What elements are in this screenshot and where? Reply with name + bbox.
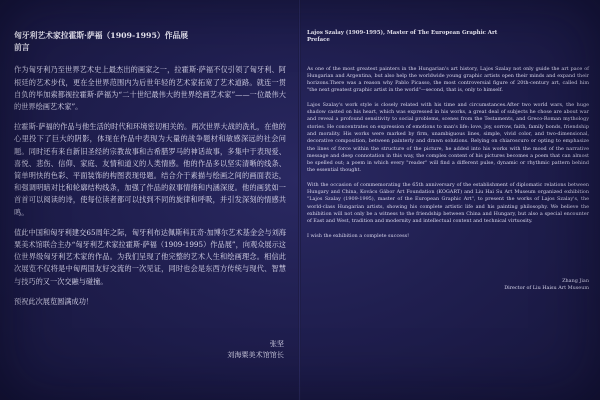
- english-signature-title: Director of Liu Haisu Art Museum: [504, 285, 589, 292]
- chinese-paragraph-2: 拉霍斯·萨福的作品与他生活的时代和环境密切相关的。两次世界大战的洗礼，在他的心里投下了巨大的阴影，体现在作品中表现为大量的战争题材和敏感深远的社会问题。同时还有来自新旧圣经的宗教故事和古希腊罗马的神话故事，多集中于表现爱、喜悦、悲伤、信仰、家庭、友情和道义的人类情感。他的作品多以坚实清晰的线条、简单明快的色彩、平面装饰的构图表现母题。结合介于素描与绘画之间的画面表达，和强调明暗对比和轮廓结构线条，加强了作品的叙事情绪和内涵深度。他的画犹如一首首可以阅读的诗，使每位读者都可以找到不同的旋律和呼吸，并引发深刻的情感共鸣。: [14, 122, 286, 217]
- panel-seam: [298, 0, 301, 400]
- english-closing-line: I wish the exhibition a complete success!: [307, 232, 410, 239]
- chinese-paragraph-1: 作为匈牙利乃至世界艺术史上最杰出的画家之一，拉霍斯·萨福不仅引领了匈牙利、阿根廷的艺术步伐，更在全世界范围内为后世年轻的艺术家拓宽了艺术道路。就连一贯自负的毕加索都视拉霍斯·萨福为“二十世纪最伟大的世界绘画艺术家”——一位最伟大的世界绘画艺术家”。: [14, 65, 286, 112]
- english-preface-panel: [307, 30, 589, 292]
- chinese-signature-title: 刘海粟美术馆馆长: [227, 350, 284, 360]
- english-preface-heading: Preface: [307, 37, 330, 44]
- english-paragraph-3: With the occasion of commemorating the 65th anniversary of the establishment of diplomatic relations between Hungary and China, Kovács Gábor Art Foundation (KOGART) and Liu Hai Su Art Museum organized exhibition "Lajos Szalay (1909-1995), master of the European Graphic Art", to present the works of Lajos Szalay's, the world-class Hungarian artists, showing his complete artistic life and his painting philosophy. We believe the exhibition will not only be a witness to the friendship between China and Hungary, but also a special encounter of East and West, tradition and modernity and intellectual content and technical virtuosity.: [307, 181, 589, 225]
- english-paragraph-1: As one of the most greatest painters in the Hungarian's art history, Lajos Szalay not only guide the art pace of Hungarian and Argentina, but also help the worldwide young graphic artists open their minds and expand their horizons.There was a reason why Pablo Picasso, the most controversial figure of 20th-century art, called him "the next greatest graphic artist in the world"—second, that is, only to himself.: [307, 65, 589, 94]
- english-paragraph-2: Lajos Szalay's work style is closely related with his time and circumstances.After two world wars, the huge shadow casted on his heart, which was expressed in his works, a great deal of subjects he chose are about war and reveal a profound sensitivity to social problems, scenes from the Testaments, and Greco-Roman mythology stories. He concentrates on expression of emotions to man's life: love, joy, sorrow, faith, family bonds, friendship and morality. His works were marked by firm, unambiguous lines, simple, vivid color, and two-dimensional, decorative composition, between painterly and drawn solutions. Relying on chiaroscuro or opting to emphasize the lines of force within the structure of the picture, he added into his works with the mood of the narrative message and deep connotation in this way, the complex content of his pictures becomes a poem that can almost be spelled out; a poem in which every "reader" will find a different pulse, dynamic or rhythmic pattern behind the essential thought.: [307, 101, 589, 174]
- english-signature: [307, 278, 589, 292]
- chinese-exhibition-title: 匈牙利艺术家拉霍斯·萨福（1909-1995）作品展: [14, 31, 189, 40]
- chinese-preface-panel: [14, 30, 286, 360]
- chinese-preface-heading: 前言: [14, 43, 30, 53]
- chinese-closing-line: 预祝此次展览圆满成功！: [14, 296, 94, 306]
- chinese-signature-name: 张坚: [269, 339, 284, 349]
- chinese-signature: [14, 338, 286, 360]
- english-signature-name: Zhang Jian: [562, 277, 589, 284]
- chinese-paragraph-3: 值此中国和匈牙利建交65周年之际，匈牙利布达佩斯科瓦奇·加博尔艺术基金会与刘海粟美术馆联合主办“匈牙利艺术家拉霍斯·萨福（1909-1995）作品展”，向观众展示这位世界级匈牙利艺术家的作品。为我们呈现了他完整的艺术人生和绘画理念。相信此次展览不仅将是中匈两国友好交流的一次见证，同时也会是东西方传统与现代、智慧与技巧的又一次交融与碰撞。: [14, 227, 286, 286]
- english-exhibition-title: Lajos Szalay (1909-1995), Master of The European Graphic Art: [307, 30, 498, 36]
